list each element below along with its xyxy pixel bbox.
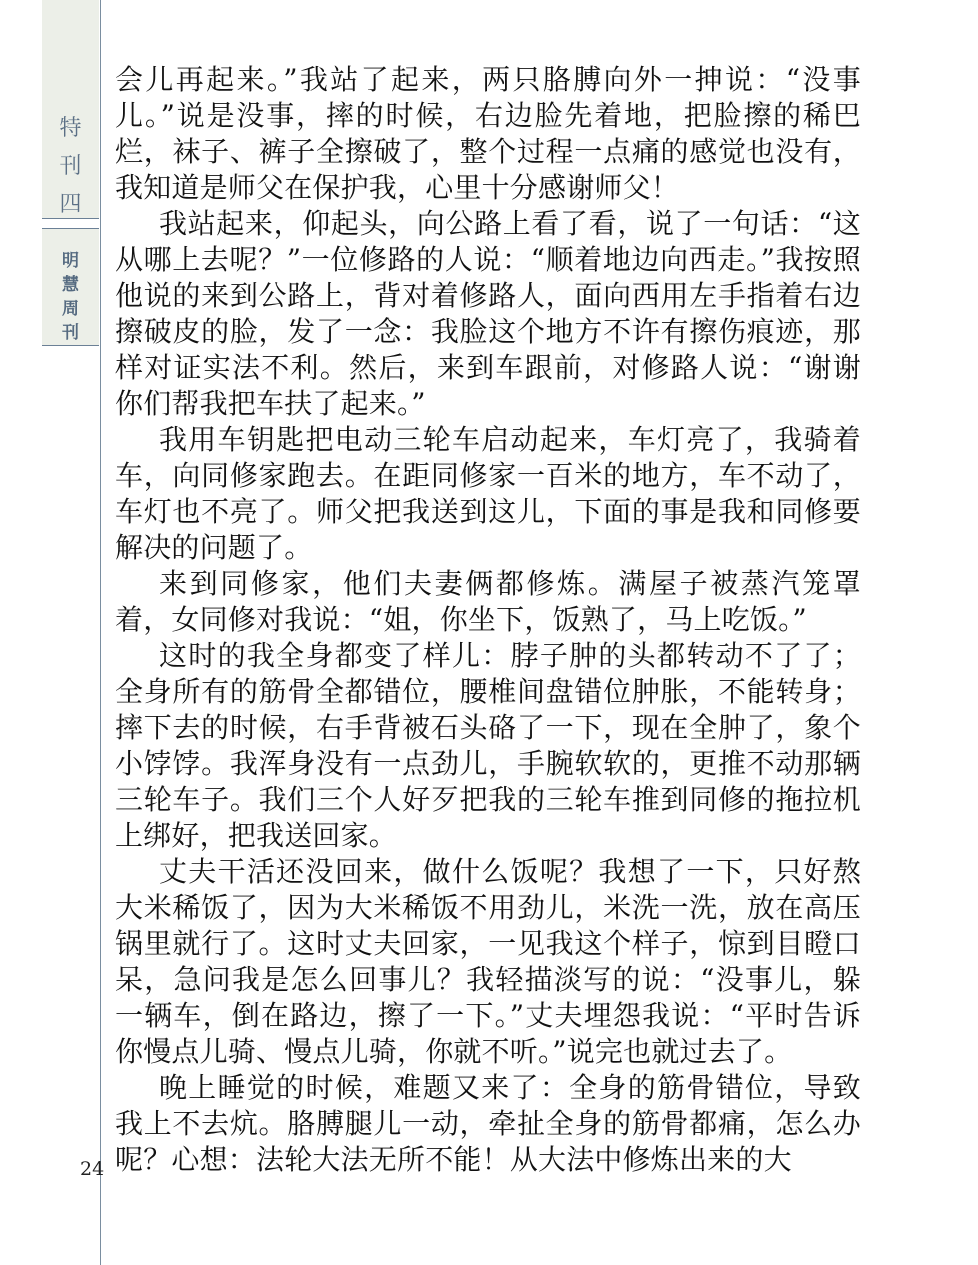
paragraph-1: 会儿再起来。”我站了起来，两只胳膊向外一抻说：“没事儿。”说是没事，摔的时候，右边脸先着地，把脸擦的稀巴烂，袜子、裤子全擦破了，整个过程一点痛的感觉也没有，我知道是师父在保护我，心里十分感谢师父！ — [115, 63, 861, 204]
paragraph-7: 晚上睡觉的时候，难题又来了：全身的筋骨错位，导致我上不去炕。胳膊腿儿一动，牵扯全身的筋骨都痛，怎么办呢？心想：法轮大法无所不能！从大法中修炼出来的大 — [115, 1071, 861, 1176]
paragraph-6: 丈夫干活还没回来，做什么饭呢？我想了一下，只好熬大米稀饭了，因为大米稀饭不用劲儿，米洗一洗，放在高压锅里就行了。这时丈夫回家，一见我这个样子，惊到目瞪口呆，急问我是怎么回事儿？我轻描淡写的说：“没事儿，躲一辆车，倒在路边，擦了一下。”丈夫埋怨我说：“平时告诉你慢点儿骑、慢点儿骑，你就不听。”说完也就过去了。 — [115, 855, 861, 1068]
paragraph-5: 这时的我全身都变了样儿：脖子肿的头都转动不了了；全身所有的筋骨全都错位，腰椎间盘错位肿胀，不能转身；摔下去的时候，右手背被石头硌了一下，现在全肿了，象个小饽饽。我浑身没有一点劲儿，手腕软软的，更推不动那辆三轮车子。我们三个人好歹把我的三轮车推到同修的拖拉机上绑好，把我送回家。 — [115, 639, 861, 852]
special-issue-label: 特 刊 四 — [59, 116, 82, 217]
sidebar-special-issue-tab — [42, 0, 99, 219]
article-body — [115, 62, 861, 1178]
margin-divider-line — [100, 0, 101, 1265]
paragraph-3: 我用车钥匙把电动三轮车启动起来，车灯亮了，我骑着车，向同修家跑去。在距同修家一百米的地方，车不动了，车灯也不亮了。师父把我送到这儿，下面的事是我和同修要解决的问题了。 — [115, 423, 861, 564]
paragraph-4: 来到同修家，他们夫妻俩都修炼。满屋子被蒸汽笼罩着，女同修对我说：“姐，你坐下，饭熟了，马上吃饭。” — [115, 567, 861, 636]
sidebar-magazine-tab — [42, 228, 99, 346]
page-number: 24 — [80, 1158, 105, 1180]
paragraph-2: 我站起来，仰起头，向公路上看了看，说了一句话：“这从哪上去呢？”一位修路的人说：“顺着地边向西走。”我按照他说的来到公路上，背对着修路人，面向西用左手指着右边擦破皮的脸，发了一念：我脸这个地方不许有擦伤痕迹，那样对证实法不利。然后，来到车跟前，对修路人说：“谢谢你们帮我把车扶了起来。” — [115, 207, 861, 420]
magazine-name-label: 明 慧 周 刊 — [62, 251, 79, 343]
